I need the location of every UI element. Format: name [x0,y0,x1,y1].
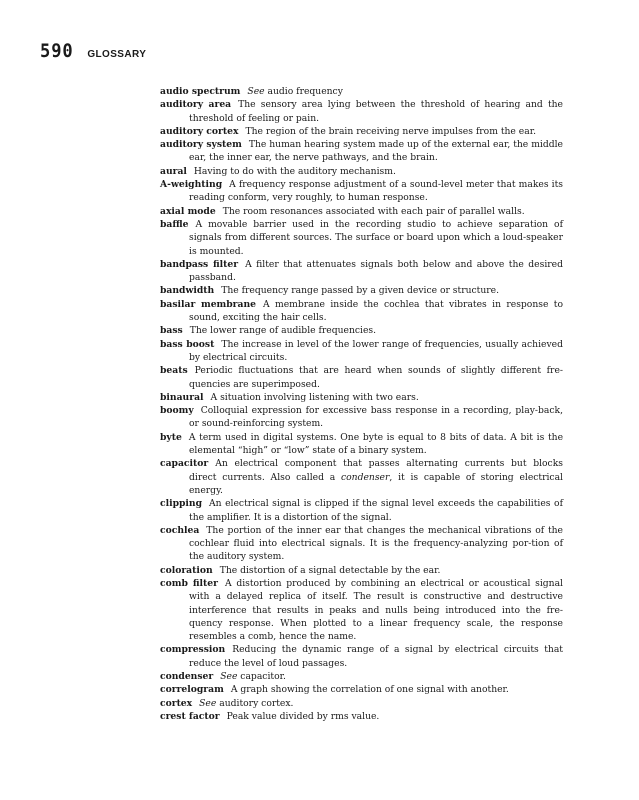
see-reference: See [247,86,265,97]
glossary-entry [160,497,563,524]
glossary-entry [160,85,563,98]
glossary-entry [160,178,563,205]
glossary-definition [189,644,563,668]
glossary-entry [160,670,563,683]
glossary-entry [160,404,563,431]
glossary-definition [211,392,419,403]
glossary-entry [160,564,563,577]
page-number: 590 [40,40,74,62]
definition-text: Reducing the dynamic range of a signal by electrical circuits that reduce the level of loud passages. [189,644,563,669]
glossary-term: compression [160,644,226,656]
glossary-entry [160,218,563,258]
glossary-entry [160,98,563,125]
definition-text: The frequency range passed by a given device or structure. [221,285,500,297]
glossary-definition [227,711,380,722]
glossary-definition [189,219,563,257]
glossary-term: auditory system [160,139,242,151]
definition-text: An electrical signal is clipped if the signal level exceeds the capabilities of the amplifier. It is a distortion of the signal. [189,498,563,523]
glossary-term: audio spectrum [160,86,241,97]
glossary-definition [231,684,509,695]
glossary-entry [160,364,563,391]
glossary-definition [189,339,563,363]
glossary-term: coloration [160,564,213,576]
glossary-definition [189,578,563,642]
definition-italic: condenser [341,471,390,483]
glossary-term: crest factor [160,710,220,722]
glossary-entries [160,85,563,723]
glossary-term: bass boost [160,338,215,350]
definition-text: The region of the brain receiving nerve impulses from the ear. [245,125,537,137]
definition-text: A membrane inside the cochlea that vibrates in response to sound, exciting the hair cells. [189,298,563,324]
glossary-entry [160,643,563,670]
glossary-term: correlogram [160,684,224,696]
glossary-term: baffle [160,218,189,230]
definition-text: The room resonances associated with each pair of parallel walls. [222,205,525,217]
definition-text: Peak value divided by rms value. [226,710,380,722]
glossary-term: auditory cortex [160,125,239,137]
glossary-entry [160,577,563,643]
glossary-definition [189,259,563,283]
glossary-term: bandwidth [160,285,215,297]
glossary-definition [189,99,563,123]
glossary-entry [160,457,563,497]
definition-text: Colloquial expression for excessive bass response in a recording, play-back, or sound-reinforcing system. [189,405,563,430]
glossary-entry [160,165,563,178]
glossary-definition [220,565,441,576]
glossary-entry [160,284,563,297]
glossary-definition [189,498,563,522]
glossary-entry [160,431,563,458]
definition-text: A graph showing the correlation of one signal with another. [230,684,509,696]
glossary-entry [160,683,563,696]
definition-text: The lower range of audible frequencies. [189,325,377,337]
glossary-entry [160,258,563,285]
definition-text: The distortion of a signal detectable by the ear. [219,564,441,576]
definition-text: A situation involving listening with two ears. [210,391,419,403]
glossary-entry [160,710,563,723]
glossary-definition [189,458,563,496]
glossary-entry [160,697,563,710]
glossary-term: condenser [160,671,214,683]
glossary-definition [245,126,536,137]
glossary-term: bass [160,325,183,337]
definition-text: An electrical component that passes alternating currents but blocks direct currents. Also called a [189,458,563,483]
glossary-definition [194,166,396,177]
definition-text: auditory cortex. [216,697,294,709]
glossary-definition [189,139,563,163]
definition-text: The sensory area lying between the threshold of hearing and the threshold of feeling or pain. [189,99,563,124]
glossary-definition [223,206,525,217]
glossary-definition [189,525,563,563]
glossary-term: axial mode [160,205,216,217]
glossary-term: binaural [160,391,204,403]
glossary-entry [160,391,563,404]
glossary-term: aural [160,165,187,177]
definition-text-continued: , it is capable of storing electrical energy. [189,471,563,496]
glossary-term: byte [160,431,182,443]
glossary-term: comb filter [160,577,218,589]
definition-text: A term used in digital systems. One byte is equal to 8 bits of data. A bit is the elemental “high” or “low” state of a binary system. [188,431,563,457]
definition-text: A filter that attenuates signals both below and above the desired passband. [189,258,563,284]
definition-text: The increase in level of the lower range of frequencies, usually achieved by electrical circuits. [189,338,563,363]
glossary-definition [190,325,376,336]
glossary-entry [160,125,563,138]
glossary-definition [189,179,563,203]
see-reference: See [199,697,217,709]
section-title: GLOSSARY [87,49,147,60]
glossary-term: cortex [160,697,193,709]
glossary-definition [247,86,342,97]
definition-text: audio frequency [264,86,343,97]
glossary-entry [160,138,563,165]
glossary-definition [220,671,286,682]
glossary-term: beats [160,365,188,377]
glossary-term: boomy [160,405,194,417]
glossary-definition [189,405,563,429]
glossary-entry [160,205,563,218]
definition-text: A frequency response adjustment of a sound-level meter that makes its reading conform, very roughly, to human response. [189,179,563,204]
glossary-term: clipping [160,498,203,510]
definition-text: Periodic fluctuations that are heard when sounds of slightly different fre-quencies are superimposed. [189,365,563,390]
glossary-term: bandpass filter [160,258,239,270]
glossary-entry [160,338,563,365]
glossary-definition [199,698,293,709]
glossary-entry [160,298,563,325]
definition-text: The portion of the inner ear that changes the mechanical vibrations of the cochlear fluid into electrical signals. It is the frequency-analyzing por-tion of the auditory system. [189,524,563,563]
glossary-term: cochlea [160,524,200,536]
definition-text: Having to do with the auditory mechanism. [193,165,396,177]
glossary-term: capacitor [160,458,209,470]
glossary-entry [160,324,563,337]
glossary-definition [221,285,499,296]
definition-text: capacitor. [237,671,286,683]
glossary-entry [160,524,563,564]
definition-text: A movable barrier used in the recording studio to achieve separation of signals from different sources. The surface or board upon which a loud-speaker is mounted. [189,218,563,257]
glossary-term: basilar membrane [160,298,256,310]
page-header [40,40,146,62]
definition-text: A distortion produced by combining an electrical or acoustical signal with a delayed replica of itself. The result is constructive and destructive interference that results in peaks and nulls being introduced into the fre-quency response. When plotted to a linear frequency scale, the response resembles a comb, hence the name. [189,577,563,643]
glossary-definition [189,365,563,389]
glossary-term: auditory area [160,99,232,111]
see-reference: See [220,671,238,683]
glossary-term: A-weighting [160,179,223,191]
definition-text: The human hearing system made up of the external ear, the middle ear, the inner ear, the nerve pathways, and the brain. [189,139,563,164]
glossary-definition [189,432,563,456]
